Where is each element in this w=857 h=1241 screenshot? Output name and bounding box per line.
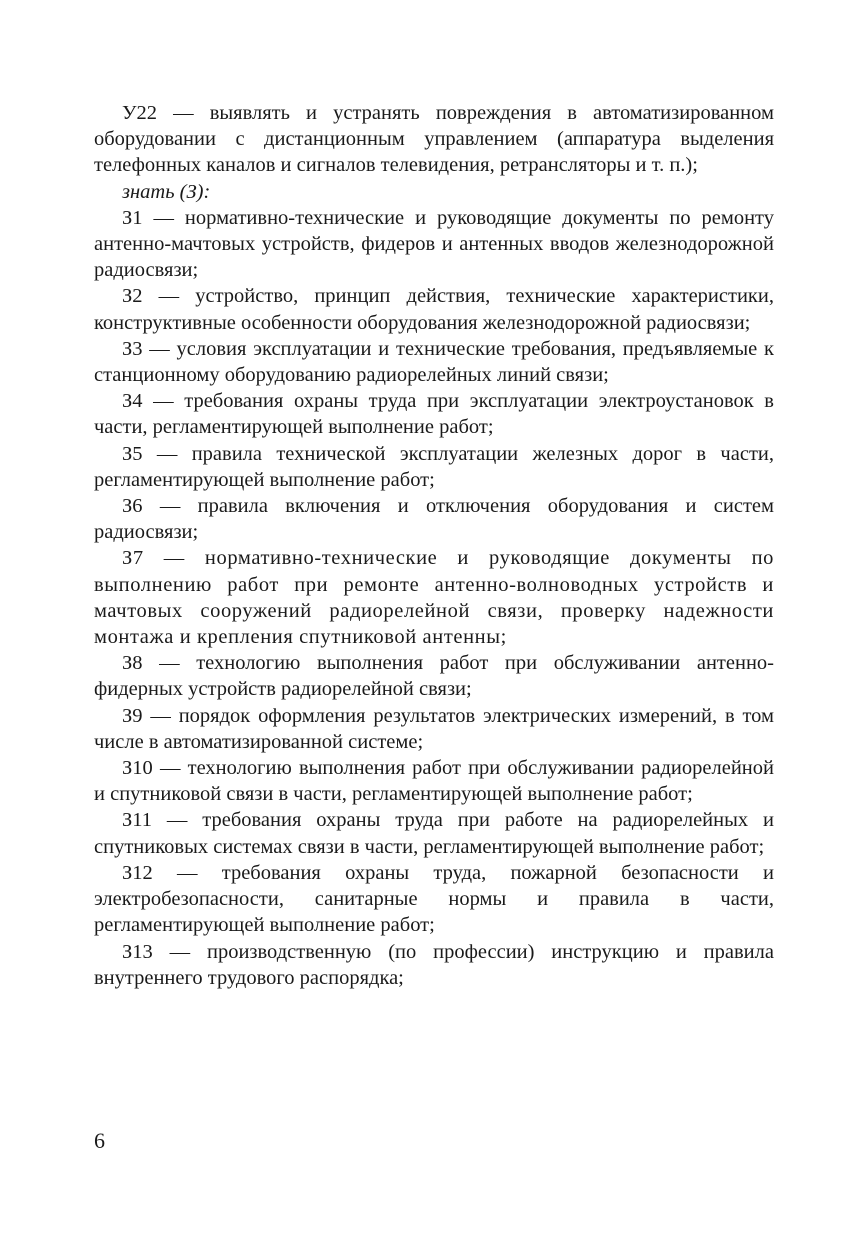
page-body [94, 100, 774, 991]
paragraph-z8: З8 — технологию выполнения работ при обслуживании антенно-фидерных устройств радиорелейной связи; [94, 652, 774, 701]
paragraph-z6: З6 — правила включения и отключения оборудования и систем радиосвязи; [94, 495, 774, 544]
paragraph-z13: З13 — производственную (по профессии) инструкцию и правила внутреннего трудового распорядка; [94, 940, 774, 989]
paragraph-z1: З1 — нормативно-технические и руководящие документы по ремонту антенно-мачтовых устройств, фидеров и антенных вводов железнодорожной радиосвязи; [94, 206, 774, 282]
page-number: 6 [94, 1128, 105, 1153]
paragraph-z3: З3 — условия эксплуатации и технические требования, предъявляемые к станционному оборудованию радиорелейных линий связи; [94, 337, 774, 387]
paragraph-z11: З11 — требования охраны труда при работе на радиорелейных и спутниковых системах связи в части, регламентирующей выполнение работ; [94, 809, 774, 858]
paragraph-z10: З10 — технологию выполнения работ при обслуживании радиорелейной и спутниковой связи в части, регламентирующей выполнение работ; [94, 757, 774, 806]
paragraph-z12: З12 — требования охраны труда, пожарной безопасности и электробезопасности, санитарные нормы и правила в части, регламентирующей выполнение работ; [94, 861, 774, 937]
paragraph-z4: З4 — требования охраны труда при эксплуатации электроустановок в части, регламентирующей выполнение работ; [94, 390, 774, 439]
section-heading-know: знать (З): [122, 180, 211, 203]
paragraph-u22: У22 — выявлять и устранять повреждения в автоматизированном оборудовании с дистанционным управлением (аппаратура выделения телефонных каналов и сигналов телевидения, ретрансляторы и т. п.); [94, 102, 774, 177]
paragraph-z2: З2 — устройство, принцип действия, технические характеристики, конструктивные особенности оборудования железнодорожной радиосвязи; [94, 285, 774, 334]
paragraph-z5: З5 — правила технической эксплуатации железных дорог в части, регламентирующей выполнение работ; [94, 442, 774, 491]
paragraph-z7: З7 — нормативно-технические и руководящие документы по выполнению работ при ремонте антенно-волноводных устройств и мачтовых сооружений радиорелейной связи, проверку надежности монтажа и крепления спутниковой антенны; [94, 547, 774, 649]
paragraph-z9: З9 — порядок оформления результатов электрических измерений, в том числе в автоматизированной системе; [94, 704, 774, 753]
